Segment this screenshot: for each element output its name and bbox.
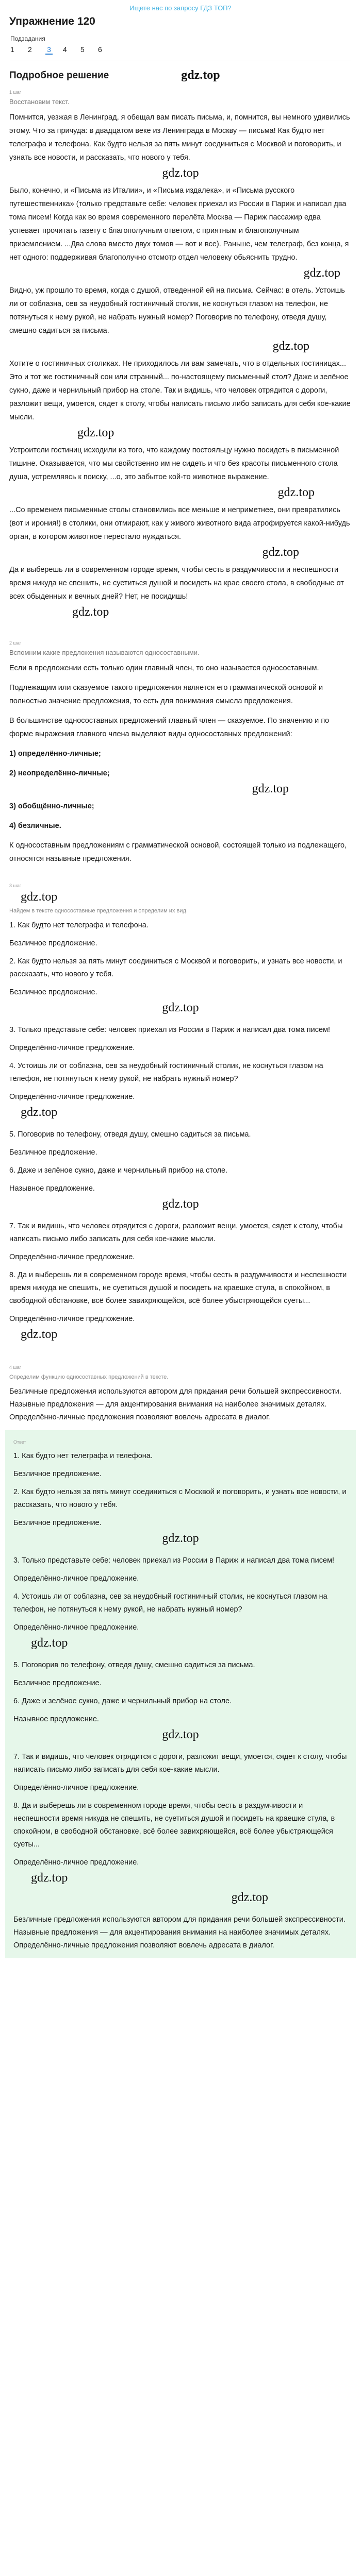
sentence-text: Поговорив по телефону, отведя душу, смешно садиться за письма. xyxy=(18,1130,251,1139)
watermark: gdz.top xyxy=(162,1728,199,1741)
sentence-number: 2. xyxy=(13,1488,20,1496)
sentence-number: 6. xyxy=(13,1697,20,1705)
watermark: gdz.top xyxy=(21,890,58,904)
watermark: gdz.top xyxy=(162,1001,199,1014)
sentence-type: Безличное предложение. xyxy=(9,1148,97,1157)
sentence-type: Определённо-личное предложение. xyxy=(9,1315,135,1323)
solution-heading-text: Подробное решение xyxy=(9,70,109,81)
step-label: 2 шаг xyxy=(9,640,22,646)
sentence-item xyxy=(10,1445,351,1463)
sentence-number: 3. xyxy=(9,1026,16,1034)
text-paragraph: Устроители гостиниц исходили из того, что каждому постояльцу нужно посидеть в письменной тишине. Оказывается, что мы свойственно им не сидеть и что без красоты письменного стола душа, устремляясь к поиску, ...о, это забытое кой-то животное выражение. xyxy=(9,446,339,481)
text-paragraph: Помнится, уезжая в Ленинград, я обещал вам писать письма, и, помнится, вы немного удивились этому. Что за причуда: в двадцатом веке из Ленинграда в Москву — письма! Как будто нет телеграфа и телефона. Как будто нельзя за пять минут соединиться с Москвой и поговорить, и узнать все новости, и рассказать, что нового у тебя. xyxy=(9,113,350,162)
sentence-number: 5. xyxy=(9,1130,16,1139)
sentence-item xyxy=(10,1481,351,1512)
sentence-item xyxy=(0,1264,361,1308)
sentence-item xyxy=(10,1549,351,1567)
watermark: gdz.top xyxy=(231,1891,268,1904)
list-item: 3) обобщённо-личные; xyxy=(9,802,94,810)
list-item: 4) безличные. xyxy=(9,822,61,830)
step-subtitle: Восстановим текст. xyxy=(9,98,70,106)
watermark: gdz.top xyxy=(272,340,309,353)
sentence-type: Назывное предложение. xyxy=(13,1715,99,1723)
answer-label: Ответ xyxy=(13,1439,26,1445)
text-paragraph: Было, конечно, и «Письма из Италии», и «Письма издалека», и «Письма русского путешественника» (только представьте себе: человек приехал из России в Париж и написал два тома писем! Когда как во время современного перелёта Москва — Париж пассажир едва успевает прочитать газету с благополучным ответом, с приятным и благополучным приземлением. ...Два слова вместо двух томов — вот и все). Раньше, чем телеграф, без конца, я нет одного: поддерживая благополучно отсмотр отдел человеку обьяснить трудно. xyxy=(9,187,349,262)
step-subtitle: Вспомним какие предложения называются односоставными. xyxy=(9,649,200,656)
sentence-number: 2. xyxy=(9,957,16,965)
text-paragraph: Подлежащим или сказуемое такого предложения является его грамматической основой и полностью значение предложения, то есть для понимания смысла предложения. xyxy=(9,684,323,705)
sentence-item xyxy=(0,1215,361,1246)
sentence-text: Да и выберешь ли в современном городе время, чтобы сесть в раздумчивости и неспешности время никуда не спешить, не суетиться душой и посидеть на краешке стула, в спокойном, в свободной обстановке, всё более завихряющейся, всё более убыстряющейся суеты... xyxy=(9,1271,347,1305)
answer-list xyxy=(10,1445,351,1889)
watermark: gdz.top xyxy=(277,486,315,499)
sentence-item xyxy=(0,914,361,932)
answer-box xyxy=(5,1430,356,1958)
sentence-number: 3. xyxy=(13,1556,20,1565)
page-link[interactable]: 1 xyxy=(10,45,14,54)
text-paragraph: В большинстве односоставных предложений главный член — сказуемое. По значению и по форме выражения главного члена выделяют виды односоставных предложений: xyxy=(9,717,330,738)
watermark: gdz.top xyxy=(72,605,109,619)
page-link[interactable]: 4 xyxy=(63,45,67,54)
sentence-item xyxy=(0,1159,361,1177)
sentence-number: 6. xyxy=(9,1166,16,1175)
sentence-type: Безличное предложение. xyxy=(9,988,97,996)
sentence-text: Поговорив по телефону, отведя душу, смешно садиться за письма. xyxy=(22,1661,255,1669)
sentence-item xyxy=(0,1055,361,1086)
step-subtitle: Найдем в тексте односоставные предложения и определим их вид. xyxy=(9,908,188,914)
sentence-type: Определённо-личное предложение. xyxy=(13,1784,139,1792)
page-link[interactable]: 6 xyxy=(98,45,102,54)
sentence-text: Как будто нельзя за пять минут соединиться с Москвой и поговорить, и узнать все новости, и рассказать, что нового у тебя. xyxy=(13,1488,347,1509)
sentence-number: 7. xyxy=(13,1753,20,1761)
subtasks-label: Подзадания xyxy=(10,35,45,42)
sentence-type: Определённо-личное предложение. xyxy=(9,1044,135,1052)
sentence-number: 4. xyxy=(9,1062,16,1070)
watermark: gdz.top xyxy=(77,426,114,439)
text-paragraph: Видно, уж прошло то время, когда с душой, отведенной ей на письма. Сейчас: в отель. Устоишь ли от соблазна, сев за неудобный гостиничный столик, не коснуться глазом на телефон, не потянуться к нему рукой, не набрать нужный номер? Поговорив по телефону, отведя душу, смешно садиться за письма. xyxy=(9,286,345,335)
text-paragraph: ...Со временем письменные столы становились все меньше и неприметнее, они превратились (вот и ирония!) в столики, они отмирают, как у живого животного вида атрофируется какой-нибудь орган, в котором животное перестало нуждаться. xyxy=(9,506,350,541)
sentence-item xyxy=(10,1690,351,1708)
page-link[interactable]: 5 xyxy=(80,45,85,54)
step-label: 4 шаг xyxy=(9,1365,22,1370)
page-link[interactable]: 2 xyxy=(28,45,32,54)
sentence-text: Только представьте себе: человек приехал из России в Париж и написал два тома писем! xyxy=(22,1556,335,1565)
text-paragraph: Да и выберешь ли в современном городе время, чтобы сесть в раздумчивости и неспешности время никуда не спешить, не суетиться душой и посидеть на крае своего стола, в свободные от всех обыденных и вечных дней? Нет, не посидишь! xyxy=(9,566,344,601)
sentence-text: Да и выберешь ли в современном городе время, чтобы сесть в раздумчивости и неспешности время никуда не спешить, не суетиться душой и посидеть на краешке стула, в спокойном, в свободной обстановке, всё более завихряющейся, всё более убыстряющейся суеты... xyxy=(13,1802,335,1849)
sentence-type: Определённо-личное предложение. xyxy=(13,1574,139,1583)
list-item: 1) определённо-личные; xyxy=(9,750,101,758)
top-link[interactable]: Ищете нас по запросу ГДЗ ТОП? xyxy=(129,4,232,12)
sentence-number: 8. xyxy=(13,1802,20,1810)
watermark: gdz.top xyxy=(31,1871,68,1885)
step3-list xyxy=(0,914,361,1345)
sentence-type: Определённо-личное предложение. xyxy=(13,1623,139,1632)
sentence-item xyxy=(10,1794,351,1851)
watermark: gdz.top xyxy=(162,1532,199,1545)
page-title: Упражнение 120 xyxy=(9,15,95,27)
sentence-number: 1. xyxy=(13,1452,20,1460)
list-item: 2) неопределённо-личные; xyxy=(9,769,110,777)
sentence-number: 1. xyxy=(9,921,16,929)
sentence-type: Безличное предложение. xyxy=(13,1470,102,1478)
text-paragraph: Безличные предложения используются автором для придания речи большей экспрессивности. Назывные предложения — для акцентирования внимания на наиболее значимых деталях. Определённо-личные предложения позволяют вовлечь адресата в диалог. xyxy=(9,1387,341,1421)
watermark: gdz.top xyxy=(181,69,220,82)
sentence-type: Безличное предложение. xyxy=(13,1679,102,1687)
solution-heading xyxy=(0,60,361,82)
step-label: 1 шаг xyxy=(9,90,22,95)
sentence-text: Так и видишь, что человек отрядится с дороги, разложит вещи, умоется, сядет к столу, чтобы написать письмо либо записать для себя кое-какие мысли. xyxy=(13,1753,347,1774)
watermark: gdz.top xyxy=(31,1636,68,1650)
sentence-text: Как будто нет телеграфа и телефона. xyxy=(18,921,149,929)
answer-summary: Безличные предложения используются автором для придания речи большей экспрессивности. Назывные предложения — для акцентирования внимания на наиболее значимых деталях. Определённо-личные предложения позволяют вовлечь адресата в диалог. xyxy=(13,1916,346,1950)
sentence-type: Определённо-личное предложение. xyxy=(9,1253,135,1261)
watermark: gdz.top xyxy=(162,166,199,180)
watermark: gdz.top xyxy=(303,266,340,280)
text-paragraph: Если в предложении есть только один главный член, то оно называется односоставным. xyxy=(9,664,319,672)
watermark: gdz.top xyxy=(21,1328,58,1341)
step-label: 3 шаг xyxy=(9,883,22,888)
sentence-item xyxy=(0,950,361,981)
sentence-type: Определённо-личное предложение. xyxy=(9,1093,135,1101)
sentence-type: Безличное предложение. xyxy=(13,1519,102,1527)
pagination xyxy=(0,42,361,55)
sentence-text: Устоишь ли от соблазна, сев за неудобный гостиничный столик, не коснуться глазом на телефон, не потянуться к нему рукой, не набрать нужный номер? xyxy=(9,1062,323,1083)
text-paragraph: Хотите о гостиничных столиках. Не приходилось ли вам замечать, что в отдельных гостиницах... Это и тот же гостиничный сон или странный... по-настоящему письменный стол? Даже и зелёное сукно, даже и чернильный прибор на столе. Так и видишь, что человек отрядится с дороги, разложит вещи, умоется, сядет к столу, чтобы написать письмо либо записать для себя кое-какие мысли. xyxy=(9,360,351,421)
sentence-number: 7. xyxy=(9,1222,16,1230)
sentence-text: Как будто нельзя за пять минут соединиться с Москвой и поговорить, и узнать все новости, и рассказать, что нового у тебя. xyxy=(9,957,342,978)
sentence-type: Безличное предложение. xyxy=(9,939,97,947)
sentence-type: Определённо-личное предложение. xyxy=(13,1858,139,1867)
step-subtitle: Определим функцию односоставных предложений в тексте. xyxy=(9,1374,169,1380)
sentence-text: Даже и зелёное сукно, даже и чернильный прибор на столе. xyxy=(22,1697,232,1705)
sentence-text: Как будто нет телеграфа и телефона. xyxy=(22,1452,153,1460)
watermark: gdz.top xyxy=(262,546,299,559)
sentence-item xyxy=(0,1019,361,1037)
sentence-item xyxy=(10,1745,351,1776)
watermark: gdz.top xyxy=(21,1106,58,1119)
sentence-item xyxy=(10,1654,351,1672)
sentence-number: 8. xyxy=(9,1271,16,1279)
sentence-text: Только представьте себе: человек приехал из России в Париж и написал два тома писем! xyxy=(18,1026,331,1034)
sentence-item xyxy=(10,1585,351,1616)
sentence-text: Даже и зелёное сукно, даже и чернильный прибор на столе. xyxy=(18,1166,228,1175)
watermark: gdz.top xyxy=(162,1197,199,1211)
sentence-item xyxy=(0,1123,361,1141)
sentence-text: Так и видишь, что человек отрядится с дороги, разложит вещи, умоется, сядет к столу, чтобы написать письмо либо записать для себя кое-какие мысли. xyxy=(9,1222,343,1243)
text-paragraph: К односоставным предложениям с грамматической основой, состоящей только из подлежащего, относятся назывные предложения. xyxy=(9,841,347,863)
sentence-text: Устоишь ли от соблазна, сев за неудобный гостиничный столик, не коснуться глазом на телефон, не потянуться к нему рукой, не набрать нужный номер? xyxy=(13,1592,327,1614)
sentence-type: Назывное предложение. xyxy=(9,1184,95,1193)
watermark: gdz.top xyxy=(252,782,289,795)
page-link-active[interactable]: 3 xyxy=(45,45,53,55)
sentence-number: 4. xyxy=(13,1592,20,1601)
sentence-number: 5. xyxy=(13,1661,20,1669)
